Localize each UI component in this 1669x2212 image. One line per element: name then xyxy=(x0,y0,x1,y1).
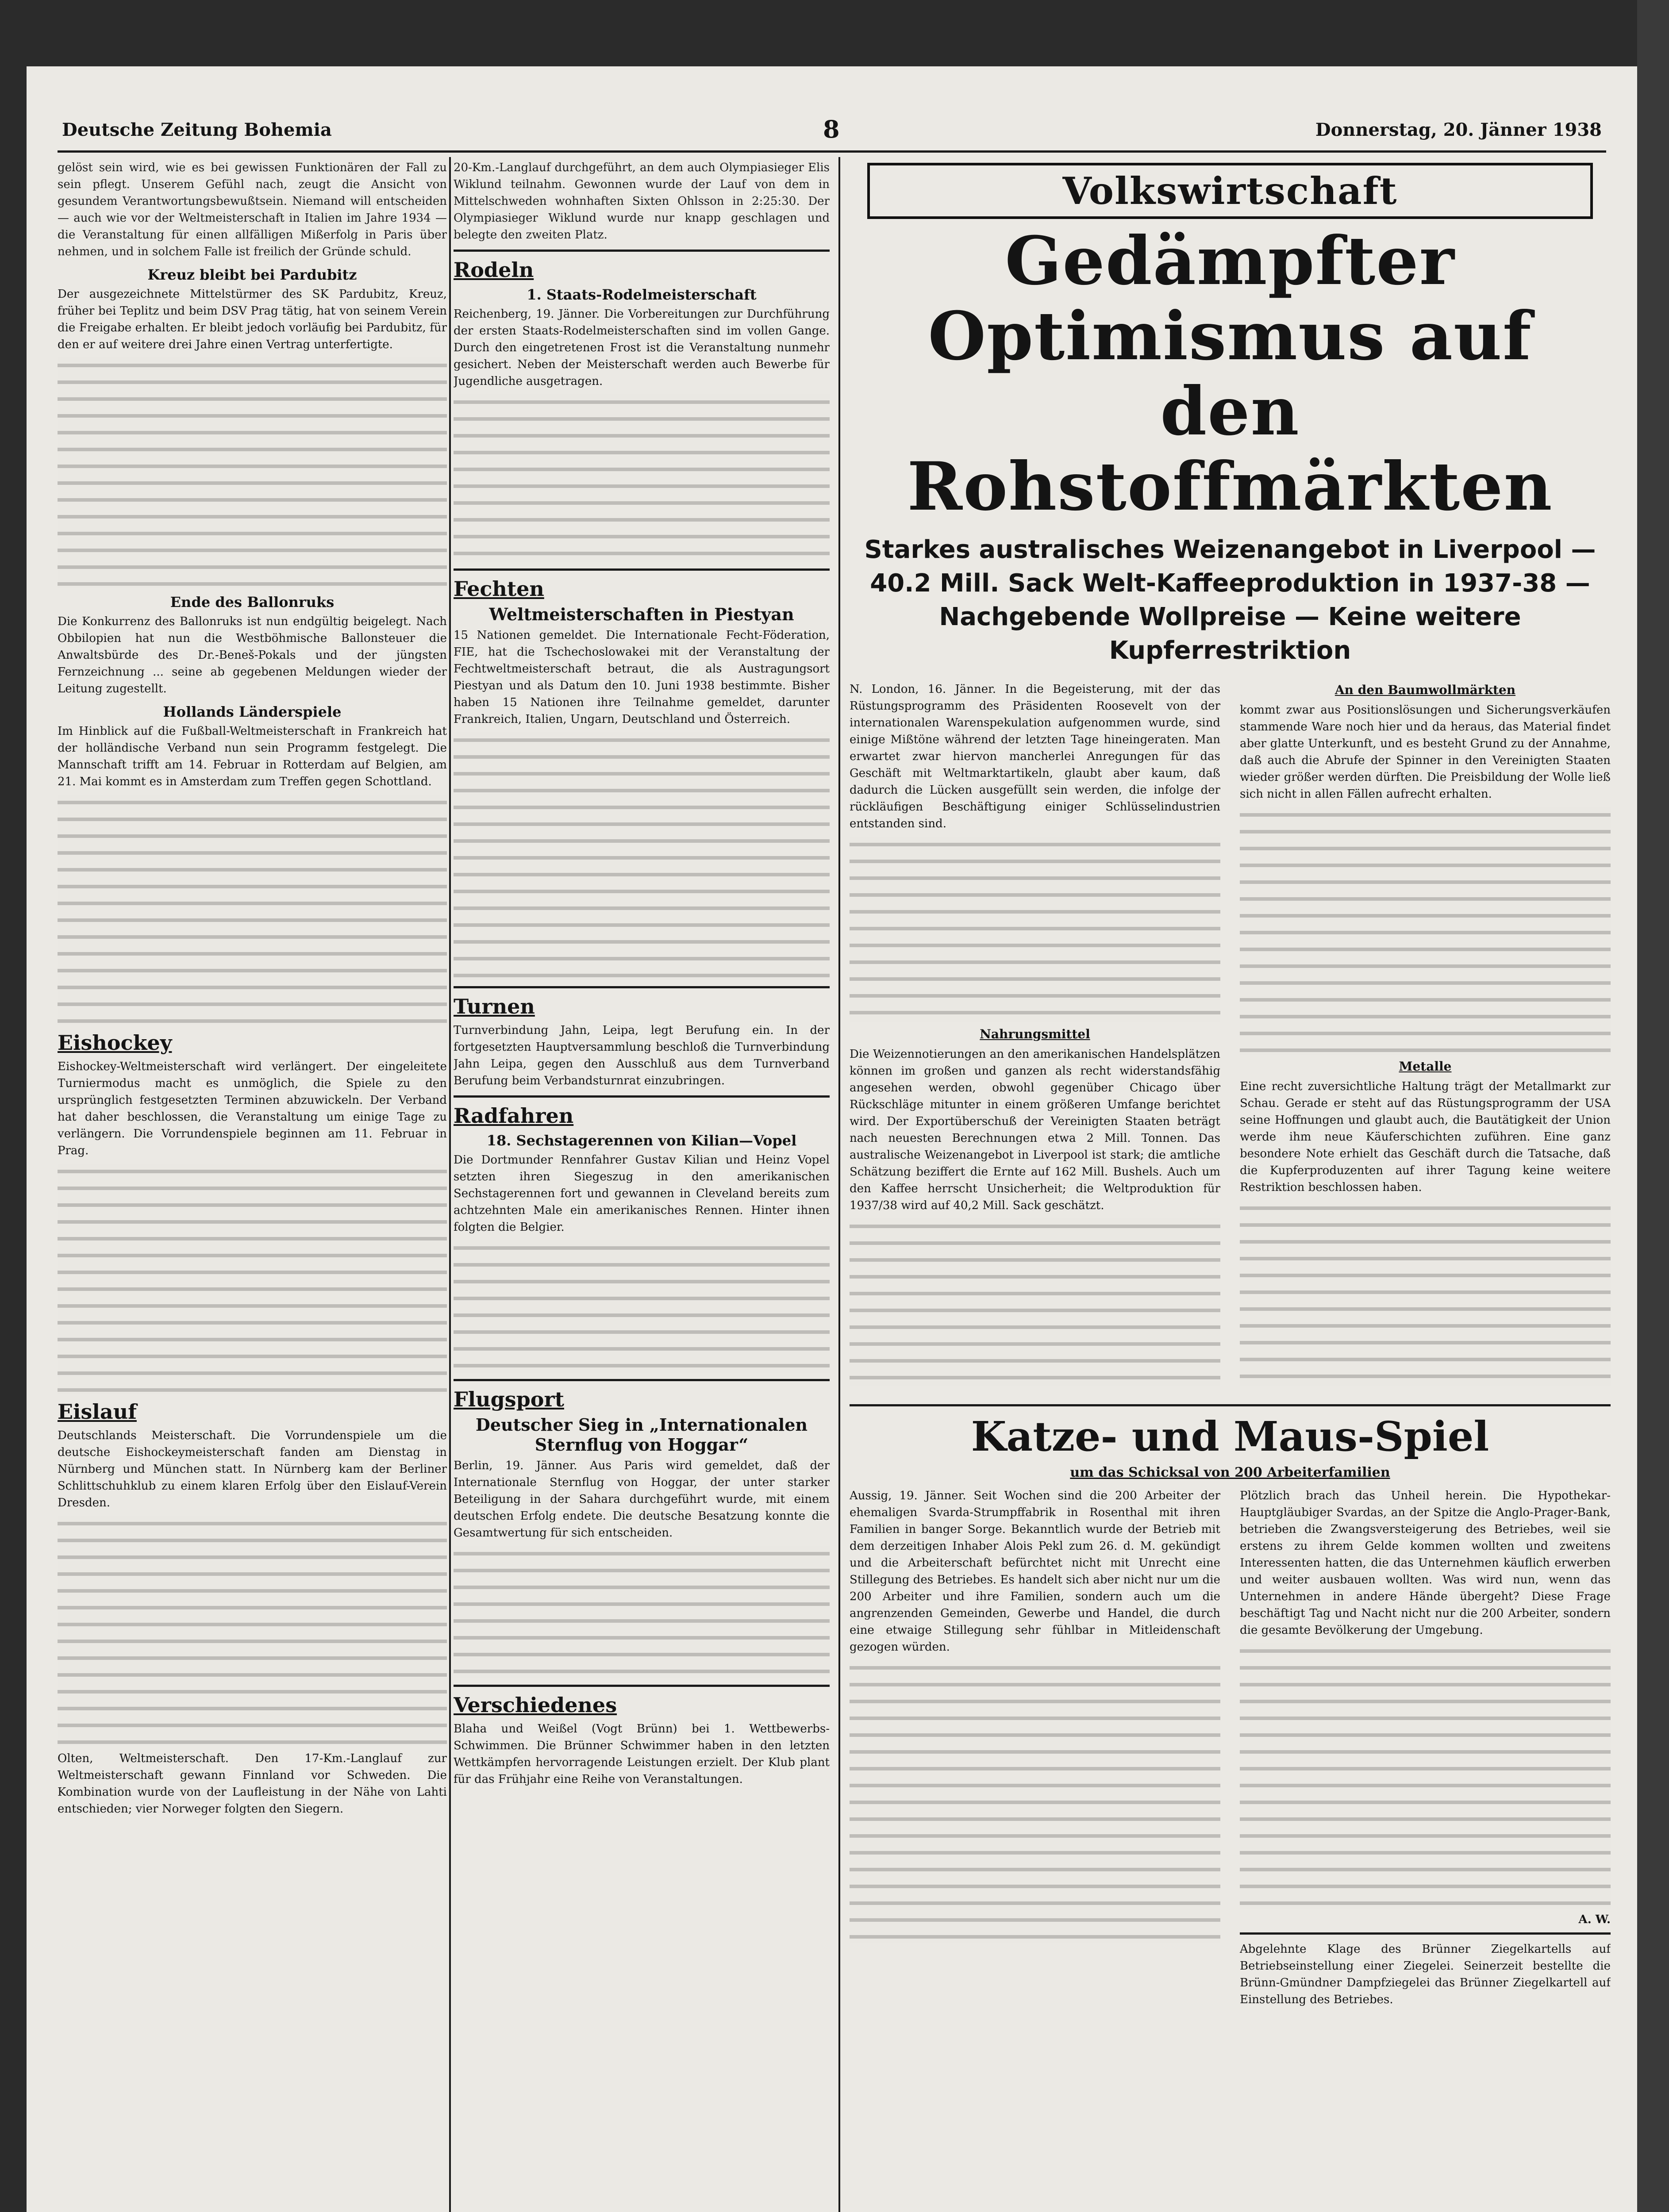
section-holland xyxy=(58,703,447,790)
section-flugsport xyxy=(454,1387,830,1541)
text-block xyxy=(58,795,447,1025)
article2-text: Aussig, 19. Jänner. Seit Wochen sind die 200 Arbeiter der ehemaligen Svarda-Strumpffabrik in Rosenthal mit ihren Familien in banger Sorge. Bekanntlich wurde der Betrieb mit dem derzeitigen Inhaber Alois Pekl zum 26. d. M. gekündigt und die Arbeiterschaft befürchtet nicht mit Unrecht eine Stillegung des Betriebes. Es handelt sich aber nicht nur um die 200 Arbeiter und ihre Familien, sondern auch um die angrenzenden Gemeinden, Gewerbe und Handel, die durch eine etwaige Stillegung sehr fühlbar in Mitleidenschaft gezogen würden. xyxy=(850,1489,1220,1654)
section-kreuz xyxy=(58,266,447,353)
section-subtitle: 1. Staats-Rodelmeisterschaft xyxy=(527,286,757,303)
text-block xyxy=(454,1546,830,1678)
text-block xyxy=(850,1660,1220,1943)
divider xyxy=(454,250,830,252)
article2-headline: Katze- und Maus-Spiel xyxy=(971,1413,1489,1460)
article2-left-column xyxy=(850,1487,1220,2012)
section-title: Eislauf xyxy=(58,1400,137,1424)
section-text: Die Dortmunder Rennfahrer Gustav Kilian und Heinz Vopel setzten ihren Siegeszug in den amerikanischen Sechstagerennen fort und gewannen in Cleveland bereits zum achtzehnten Male ein amerikanisches Rennen. Hinter ihnen folgten die Belgier. xyxy=(454,1153,830,1234)
section-title: Fechten xyxy=(454,577,544,601)
scan-edge xyxy=(1637,0,1669,2212)
section-text: Blaha und Weißel (Vogt Brünn) bei 1. Wettbewerbs-Schwimmen. Die Brünner Schwimmer haben in den letzten Wettkämpfen hervorragende Leistungen erzielt. Der Klub plant für das Frühjahr eine Reihe von Veranstaltungen. xyxy=(454,1722,830,1786)
section-text: Die Konkurrenz des Ballonruks ist nun endgültig beigelegt. Nach Obbilopien hat nun die Westböhmische Ballonsteuer die Anwaltsbürde des Dr.-Beneš-Pokals und der jüngsten Fernzeichnung ... seine ab gegebenen Meldungen wieder der Leitung zugestellt. xyxy=(58,615,447,695)
article-text: N. London, 16. Jänner. In die Begeisterung, mit der das Rüstungsprogramm des Präsidenten Roosevelt von der internationalen Warenspekulation aufgenommen wurde, sind einige Mißtöne während der letzten Tage hineingeraten. Man erwartet zwar hiervon mancherlei Anregungen für das Geschäft mit Weltmarktartikeln, glaubt aber kaum, daß dadurch die Lücken ausgefüllt sein werden, die infolge der rückläufigen Beschäftigung einiger Schlüsselindustrien entstanden sind. xyxy=(850,683,1220,830)
section-text: Der ausgezeichnete Mittelstürmer des SK Pardubitz, Kreuz, früher bei Teplitz und beim DSV Prag tätig, hat von seinem Verein die Freigabe erhalten. Er bleibt jedoch vorläufig bei Pardubitz, für den er auf weitere drei Jahre einen Vertrag unterfertigte. xyxy=(58,288,447,351)
section-title: Ende des Ballonruks xyxy=(170,594,335,611)
column-rule-1 xyxy=(449,157,451,2212)
section-fechten xyxy=(454,577,830,728)
article2-text: Plötzlich brach das Unheil herein. Die Hypothekar-Hauptgläubiger Svardas, an der Spitze die Anglo-Prager-Bank, betrieben die Zwangsversteigerung des Betriebes, weil sie erstens zu ihrem Gelde kommen wollten und zweitens Interessenten hatten, die das Unternehmen käuflich erwerben und weiter ausbauen wollten. Was wird nun, wenn das Unternehmen in andere Hände übergeht? Diese Frage beschäftigt Tag und Nacht nicht nur die 200 Arbeiter, sondern die gesamte Bevölkerung der Umgebung. xyxy=(1240,1489,1611,1637)
text-block xyxy=(454,394,830,562)
page-header xyxy=(62,115,1602,146)
text-block xyxy=(58,357,447,588)
section-title: Eishockey xyxy=(58,1031,172,1055)
text-block xyxy=(454,732,830,980)
article-left-column xyxy=(850,681,1220,1391)
text-block xyxy=(1240,1200,1611,1386)
section-title: An den Baumwollmärkten xyxy=(1334,683,1516,697)
section-title: Nahrungsmittel xyxy=(980,1027,1090,1041)
section-turnen xyxy=(454,995,830,1089)
text-block xyxy=(58,1164,447,1394)
section-ballonruk xyxy=(58,594,447,697)
text-block xyxy=(58,1516,447,1746)
article2-right-column xyxy=(1240,1487,1611,2012)
text-block xyxy=(850,837,1220,1022)
section-rodeln xyxy=(454,258,830,390)
article-divider xyxy=(850,1404,1611,1406)
divider xyxy=(1240,1932,1611,1935)
main-headline: Gedämpfter Optimismus auf den Rohstoffmärkten xyxy=(907,222,1553,526)
section-text: Reichenberg, 19. Jänner. Die Vorbereitungen zur Durchführung der ersten Staats-Rodelmeisterschaften sind im vollen Gange. Durch den eingetretenen Frost ist die Veranstaltung nunmehr gesichert. Neben der Meisterschaft werden auch Bewerbe für Jugendliche ausgetragen. xyxy=(454,307,830,388)
header-page-number: 8 xyxy=(823,115,840,143)
article-body xyxy=(850,681,1611,1391)
section-title: Metalle xyxy=(1399,1059,1452,1074)
text-block xyxy=(1240,1643,1611,1909)
section-subtitle: Weltmeisterschaften in Piestyan xyxy=(489,604,794,624)
divider xyxy=(454,568,830,571)
column-economy xyxy=(850,159,1611,2212)
section-title: Turnen xyxy=(454,995,535,1018)
article2-subheadline: um das Schicksal von 200 Arbeiterfamilien xyxy=(1070,1465,1390,1480)
section-eishockey xyxy=(58,1031,447,1159)
article-right-column xyxy=(1240,681,1611,1391)
article-text: kommt zwar aus Positionslösungen und Sicherungsverkäufen stammende Ware noch hier und da heraus, das Material findet aber glatte Unterkunft, und es besteht Grund zu der Annahme, daß auch die Abrufe der Spinner in den Vereinigten Staaten wieder größer werden dürften. Die Preisbildung der Wolle ließ sich nicht in allen Fällen aufrecht erhalten. xyxy=(1240,703,1611,801)
section-title: Hollands Länderspiele xyxy=(163,703,342,720)
newspaper-page xyxy=(27,66,1637,2212)
article2-bottom-note: Abgelehnte Klage des Brünner Ziegelkartells auf Betriebseinstellung einer Ziegelei. Seinerzeit bestellte die Brünn-Gmündner Dampfziegelei das Brünner Ziegelkartell auf Einstellung des Betriebes. xyxy=(1240,1943,1611,2006)
article-text: Eine recht zuversichtliche Haltung trägt der Metallmarkt zur Schau. Gerade er steht auf das Rüstungsprogramm der USA seine Hoffnungen und glaubt auch, die Bautätigkeit der Union werde ihm neue Käuferschichten zuführen. Eine ganz besondere Note erhielt das Geschäft durch die Tatsache, daß die Kupferproduzenten auf ihrer Tagung keine weitere Restriktion beschlossen haben. xyxy=(1240,1080,1611,1194)
section-text: Berlin, 19. Jänner. Aus Paris wird gemeldet, daß der Internationale Sternflug von Hoggar, der unter starker Beteiligung in der Sahara durchgeführt wurde, mit einem deutschen Erfolg endete. Die deutsche Besatzung konnte die Gesamtwertung für sich entscheiden. xyxy=(454,1459,830,1540)
section-title: Flugsport xyxy=(454,1387,564,1411)
header-newspaper-name: Deutsche Zeitung Bohemia xyxy=(62,119,332,140)
section-text: Eishockey-Weltmeisterschaft wird verlängert. Der eingeleitete Turniermodus macht es unmöglich, die Spiele zu den ursprünglich festgesetzten Terminen abzuwickeln. Der Verband hat daher beschlossen, die Veranstaltung um einige Tage zu verlängern. Die Vorrundenspiele beginnen am 11. Februar in Prag. xyxy=(58,1060,447,1157)
article2-signature: A. W. xyxy=(1578,1913,1611,1926)
column-rule-2 xyxy=(838,157,840,2212)
section-radfahren xyxy=(454,1104,830,1236)
text-block xyxy=(454,1240,830,1373)
col1-bottom-text: Olten, Weltmeisterschaft. Den 17-Km.-Langlauf zur Weltmeisterschaft gewann Finnland vor Schweden. Die Kombination wurde von der Laufleistung in der Nähe von Lahti entschieden; vier Norweger folgten den Siegern. xyxy=(58,1752,447,1816)
section-text: 15 Nationen gemeldet. Die Internationale Fecht-Föderation, FIE, hat die Tschechoslowakei mit der Veranstaltung der Fechtweltmeisterschaft betraut, die als Austragungsort Piestyan und als Datum den 10. Juni 1938 bestimmte. Bisher haben 15 Nationen ihre Teilnahme gemeldet, darunter Frankreich, Italien, Ungarn, Deutschland und Österreich. xyxy=(454,629,830,726)
section-subtitle: Deutscher Sieg in „Internationalen Sternflug von Hoggar“ xyxy=(475,1415,808,1455)
section-eislauf xyxy=(58,1400,447,1511)
section-title: Verschiedenes xyxy=(454,1693,617,1717)
main-subheadline: Starkes australisches Weizenangebot in Liverpool — 40.2 Mill. Sack Welt-Kaffeeproduktion in 1937-38 — Nachgebende Wollpreise — Keine weitere Kupferrestriktion xyxy=(864,535,1596,665)
col2-intro: 20-Km.-Langlauf durchgeführt, an dem auch Olympiasieger Elis Wiklund teilnahm. Gewonnen wurde der Lauf von dem in Mittelschweden wohnhaften Sixten Ohlsson in 2:25:30. Der Olympiasieger Wiklund wurde nur knapp geschlagen und belegte den zweiten Platz. xyxy=(454,161,830,242)
section-text: Deutschlands Meisterschaft. Die Vorrundenspiele um die deutsche Eishockeymeisterschaft fanden am Dienstag in Nürnberg und München statt. In Nürnberg kam der Berliner Schlittschuhklub zu einem klaren Erfolg über den Eislauf-Verein Dresden. xyxy=(58,1429,447,1509)
column-sports-middle xyxy=(454,159,830,2212)
header-rule xyxy=(58,150,1606,153)
divider xyxy=(454,1685,830,1687)
divider xyxy=(454,1095,830,1098)
column-sports-left xyxy=(58,159,447,2212)
section-subtitle: 18. Sechstagerennen von Kilian—Vopel xyxy=(486,1132,797,1149)
article-text: Die Weizennotierungen an den amerikanischen Handelsplätzen können im großen und ganzen als recht widerstandsfähig angesehen werden, obwohl gegenüber Chicago über Rückschläge mitunter in einem größeren Umfange berichtet wird. Der Exportüberschuß der Vereinigten Staaten beträgt nach neuesten Berechnungen etwa 2 Mill. Tonnen. Das australische Weizenangebot in Liverpool ist stark; die amtliche Schätzung beziffert die Ernte auf 162 Mill. Bushels. Auch um den Kaffee herrscht Unsicherheit; die Weltproduktion für 1937/38 wird auf 40,2 Mill. Sack geschätzt. xyxy=(850,1048,1220,1212)
section-title: Radfahren xyxy=(454,1104,574,1128)
text-block xyxy=(1240,807,1611,1055)
section-text: Turnverbindung Jahn, Leipa, legt Berufung ein. In der fortgesetzten Hauptversammlung beschloß die Turnverbindung Jahn Leipa, gegen den Ausschluß aus dem Turnverband Berufung beim Verbandsturnrat einzubringen. xyxy=(454,1024,830,1087)
section-masthead: Volkswirtschaft xyxy=(867,163,1593,219)
header-date: Donnerstag, 20. Jänner 1938 xyxy=(1315,119,1602,140)
section-text: Im Hinblick auf die Fußball-Weltmeisterschaft in Frankreich hat der holländische Verband nun sein Programm festgelegt. Die Mannschaft trifft am 14. Februar in Rotterdam auf Belgien, am 21. Mai kommt es in Amsterdam zum Treffen gegen Schottland. xyxy=(58,725,447,788)
divider xyxy=(454,986,830,988)
text-block xyxy=(850,1218,1220,1386)
section-verschiedenes xyxy=(454,1693,830,1788)
section-title: Rodeln xyxy=(454,258,534,282)
section-title: Kreuz bleibt bei Pardubitz xyxy=(147,266,357,283)
divider xyxy=(454,1379,830,1381)
article2-body xyxy=(850,1487,1611,2012)
col1-intro: gelöst sein wird, wie es bei gewissen Funktionären der Fall zu sein pflegt. Unserem Gefühl nach, zeugt die Ansicht von gesundem Verantwortungsbewußtsein. Niemand will entscheiden — auch wie vor der Weltmeisterschaft in Italien im Jahre 1934 — die Veranstaltung für einen allfälligen Mißerfolg in Paris über nehmen, und in solchem Falle ist freilich der Gründe schuld. xyxy=(58,161,447,258)
